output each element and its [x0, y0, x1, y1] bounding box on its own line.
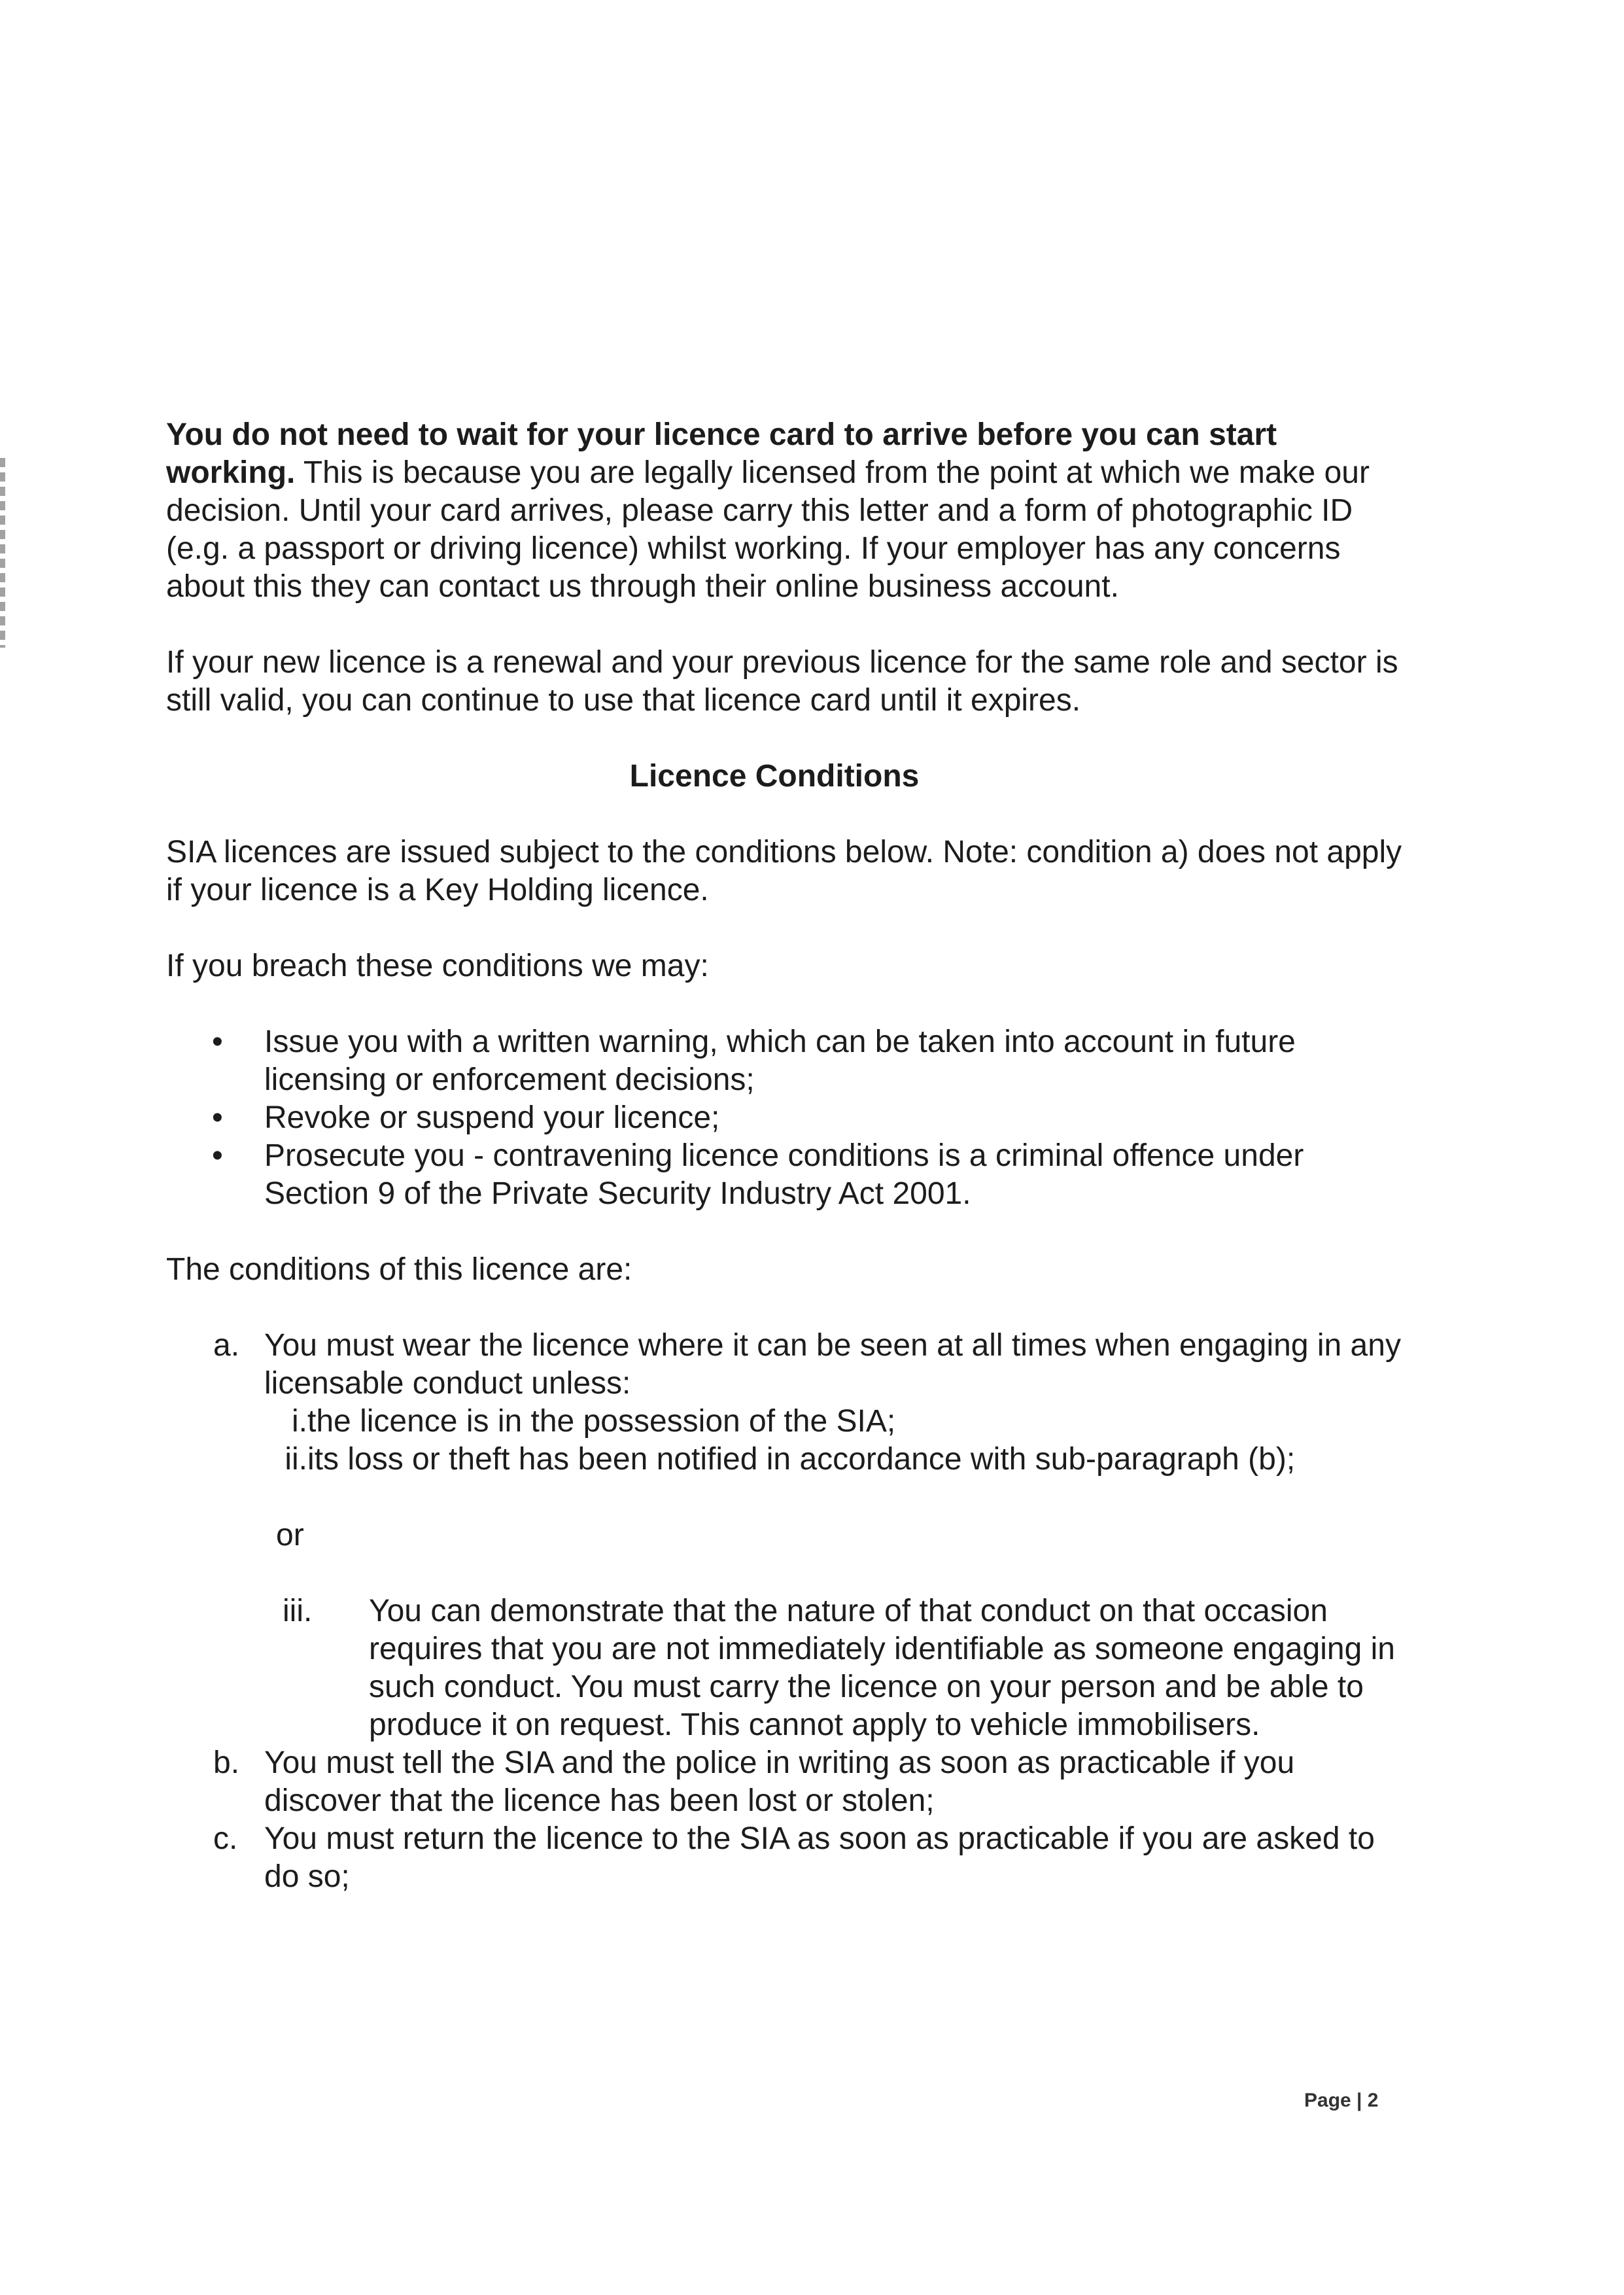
conditions-list-intro: The conditions of this licence are:: [166, 1252, 632, 1287]
conditions-list: [166, 1327, 1409, 1479]
intro-lead: You do not need to wait for your licence card to arrive before you can start working.: [166, 417, 1277, 490]
renewal-paragraph: If your new licence is a renewal and your previous licence for the same role and sector is still valid, you can continue to use that licence card until it expires.: [166, 645, 1398, 718]
condition-c: [166, 1820, 1409, 1896]
sub-text: You can demonstrate that the nature of that conduct on that occasion requires that you are not immediately identifiable as someone engaging in such conduct. You must carry the licence on your person and be able to produce it on request. This cannot apply to vehicle immobilisers.: [369, 1594, 1395, 1742]
sub-text: its loss or theft has been notified in accordance with sub-paragraph (b);: [307, 1442, 1296, 1477]
condition-b: [166, 1744, 1409, 1820]
intro-rest: This is because you are legally licensed from the point at which we make our decision. Until your card arrives, please carry this letter and a form of photographic ID (e.g. a passport or driving licence) whilst working. If your employer has any concerns about this they can contact us through their online business account.: [166, 455, 1370, 604]
bullet-icon: •: [212, 1100, 223, 1135]
breach-intro: If you breach these conditions we may:: [166, 949, 709, 983]
list-item: • Revoke or suspend your licence;: [166, 1099, 1409, 1137]
sub-marker: ii.: [285, 1442, 307, 1477]
bullet-icon: •: [212, 1138, 223, 1173]
breach-consequences-list: [166, 1023, 1409, 1213]
section-heading: Licence Conditions: [629, 759, 920, 794]
sub-condition-iii: [264, 1592, 1409, 1744]
condition-text: You must return the licence to the SIA as soon as practicable if you are asked to do so;: [264, 1821, 1375, 1894]
intro-paragraph: [166, 416, 1409, 606]
condition-marker: a.: [213, 1328, 240, 1363]
condition-text: You must tell the SIA and the police in writing as soon as practicable if you discover that the licence has been lost or stolen;: [264, 1745, 1295, 1818]
or-separator: or: [276, 1518, 304, 1552]
sub-marker: iii.: [283, 1594, 313, 1628]
conditions-list-continued: [166, 1592, 1409, 1896]
page-number: Page | 2: [1304, 2090, 1379, 2111]
list-item: • Prosecute you - contravening licence conditions is a criminal offence under Section 9 of the Private Security Industry Act 2001.: [212, 1138, 1304, 1211]
bullet-icon: •: [212, 1025, 223, 1059]
sub-condition-ii: [264, 1441, 1409, 1479]
condition-marker: c.: [213, 1821, 238, 1856]
list-item: • Issue you with a written warning, which can be taken into account in future licensing or enforcement decisions;: [212, 1025, 1296, 1097]
condition-a: [166, 1327, 1409, 1479]
sub-text: the licence is in the possession of the SIA;: [307, 1404, 896, 1439]
condition-marker: b.: [213, 1745, 240, 1780]
sub-marker: i.: [292, 1404, 307, 1439]
letter-body: [166, 416, 1409, 1896]
conditions-intro: SIA licences are issued subject to the conditions below. Note: condition a) does not apply if your licence is a Key Holding licence.: [166, 835, 1402, 907]
scan-margin-mark: [0, 458, 5, 648]
condition-a-continued: [166, 1592, 1409, 1744]
condition-text: You must wear the licence where it can be seen at all times when engaging in any licensable conduct unless:: [264, 1328, 1401, 1401]
sub-condition-i: [264, 1403, 1409, 1441]
